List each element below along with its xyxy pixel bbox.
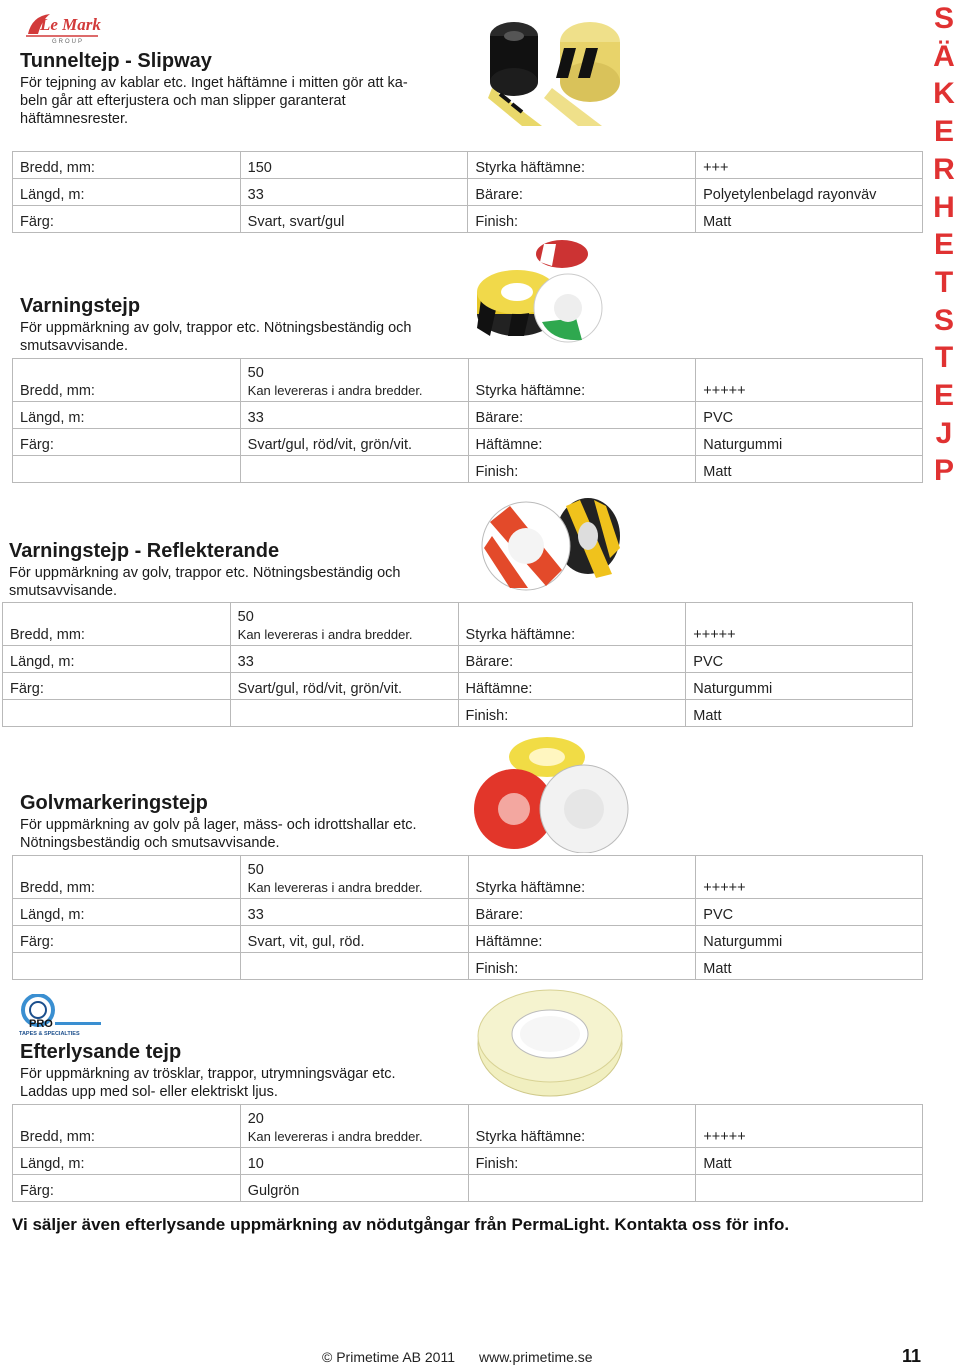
section-title: Tunneltejp - Slipway [20,50,212,72]
spec-value: Svart, svart/gul [240,206,468,233]
spec-value: PVC [686,646,913,673]
spec-value: 33 [240,899,468,926]
spec-label: Längd, m: [13,402,241,429]
spec-label: Färg: [13,1175,241,1202]
spec-value: 50 Kan levereras i andra bredder. [240,856,468,899]
spec-label [3,700,231,727]
spec-label: Bredd, mm: [13,359,241,402]
section-title: Varningstejp [20,295,141,317]
spec-value [230,700,458,727]
spec-label: Bärare: [468,402,696,429]
spec-label: Finish: [468,953,696,980]
spec-label: Finish: [468,1148,696,1175]
page-number: 11 [902,1346,922,1366]
section-title: Varningstejp - Reflekterande [9,540,280,562]
spec-label [468,1175,696,1202]
side-letter: R [933,152,955,186]
section-description: För uppmärkning av trösklar, trappor, utrymningsvägar etc. Laddas upp med sol- eller elektriskt ljus. [20,1066,396,1100]
spec-table [12,855,923,980]
tunnel-tape-image [482,8,632,133]
side-letter: E [933,115,954,149]
spec-value: Matt [696,1148,923,1175]
spec-table [12,151,923,233]
spec-label: Bärare: [458,646,686,673]
side-letter: T [934,341,954,375]
table-row [13,1105,923,1148]
side-letter: K [933,77,955,111]
spec-label: Finish: [458,700,686,727]
spec-label: Finish: [468,456,696,483]
spec-label: Färg: [3,673,231,700]
side-letter: H [933,190,955,224]
spec-label: Bredd, mm: [13,152,241,179]
spec-value: +++++ [696,856,923,899]
table-row [3,700,913,727]
svg-text:TAPES & SPECIALTIES: TAPES & SPECIALTIES [19,1031,80,1036]
svg-text:Le Mark: Le Mark [40,15,101,34]
footer-url[interactable]: www.primetime.se [479,1349,593,1365]
table-row [13,899,923,926]
table-row [13,179,923,206]
table-row [13,152,923,179]
spec-value: PVC [696,899,923,926]
spec-label: Häftämne: [468,429,696,456]
side-letter: P [933,454,954,488]
pro-logo [19,994,103,1041]
table-row [3,673,913,700]
table-row [13,856,923,899]
spec-value: Matt [686,700,913,727]
spec-value: Gulgrön [240,1175,468,1202]
spec-label: Styrka häftämne: [468,359,696,402]
side-letter: E [933,228,954,262]
table-row [13,206,923,233]
table-row [3,646,913,673]
spec-value: Naturgummi [696,429,923,456]
spec-value: 33 [240,179,468,206]
spec-value: 20 Kan levereras i andra bredder. [240,1105,468,1148]
side-letter: Ä [933,39,955,73]
spec-value: 50 Kan levereras i andra bredder. [240,359,468,402]
spec-value: +++++ [686,603,913,646]
spec-label: Bredd, mm: [13,1105,241,1148]
floor-marking-tape-image [472,735,632,858]
spec-value: +++++ [696,359,923,402]
table-row [13,1148,923,1175]
spec-label: Färg: [13,429,241,456]
table-row [13,456,923,483]
spec-label: Styrka häftämne: [468,1105,696,1148]
spec-value: Svart, vit, gul, röd. [240,926,468,953]
table-row [13,953,923,980]
spec-label [13,953,241,980]
spec-value: Matt [696,206,923,233]
side-letter: E [933,379,954,413]
spec-value: Matt [696,456,923,483]
spec-label: Finish: [468,206,696,233]
spec-value: +++ [696,152,923,179]
warning-tape-image [472,232,607,357]
spec-value: PVC [696,402,923,429]
spec-label: Längd, m: [3,646,231,673]
spec-label: Längd, m: [13,899,241,926]
spec-value: 150 [240,152,468,179]
spec-label: Bärare: [468,179,696,206]
table-row [3,603,913,646]
reflective-tape-image [476,492,626,605]
spec-label: Häftämne: [468,926,696,953]
info-note: Vi säljer även efterlysande uppmärkning av nödutgångar från PermaLight. Kontakta oss för info. [12,1215,790,1234]
glow-tape-image [476,986,626,1103]
spec-label: Längd, m: [13,179,241,206]
footer-copyright: © Primetime AB 2011 [322,1349,455,1365]
spec-label: Längd, m: [13,1148,241,1175]
svg-text:PRO: PRO [29,1018,53,1030]
spec-value: Svart/gul, röd/vit, grön/vit. [240,429,468,456]
spec-value [240,953,468,980]
section-title: Efterlysande tejp [20,1041,182,1063]
section-description: För uppmärkning av golv på lager, mäss- och idrottshallar etc. Nötningsbeständig och smutsavvisande. [20,817,417,851]
spec-value: Naturgummi [686,673,913,700]
spec-value: 50 Kan levereras i andra bredder. [230,603,458,646]
side-title [928,0,960,490]
spec-value: 10 [240,1148,468,1175]
spec-value: Naturgummi [696,926,923,953]
section-description: För uppmärkning av golv, trappor etc. Nötningsbeständig och smutsavvisande. [9,565,401,599]
spec-value [696,1175,923,1202]
table-row [13,1175,923,1202]
spec-value: Polyetylenbelagd rayonväv [696,179,923,206]
spec-label: Häftämne: [458,673,686,700]
spec-label: Styrka häftämne: [458,603,686,646]
spec-label: Färg: [13,206,241,233]
lemark-logo [22,10,102,42]
table-row [13,429,923,456]
spec-value: +++++ [696,1105,923,1148]
side-letter: J [935,416,953,450]
side-letter: S [933,303,954,337]
spec-label: Bärare: [468,899,696,926]
side-letter: S [933,2,954,35]
spec-value: Matt [696,953,923,980]
spec-table [2,602,913,727]
spec-label [13,456,241,483]
spec-value [240,456,468,483]
table-row [13,402,923,429]
spec-value: 33 [230,646,458,673]
section-title: Golvmarkeringstejp [20,792,208,814]
spec-table [12,358,923,483]
spec-value: Svart/gul, röd/vit, grön/vit. [230,673,458,700]
spec-label: Styrka häftämne: [468,152,696,179]
spec-label: Bredd, mm: [13,856,241,899]
side-letter: T [934,265,954,299]
spec-table [12,1104,923,1202]
spec-label: Färg: [13,926,241,953]
table-row [13,359,923,402]
spec-label: Bredd, mm: [3,603,231,646]
section-description: För tejpning av kablar etc. Inget häftämne i mitten gör att ka- beln går att efterjustera och man slipper garanterat häftämnesrester. [20,75,408,127]
section-description: För uppmärkning av golv, trappor etc. Nötningsbeständig och smutsavvisande. [20,320,412,354]
spec-value: 33 [240,402,468,429]
spec-label: Styrka häftämne: [468,856,696,899]
table-row [13,926,923,953]
svg-text:GROUP: GROUP [52,39,85,44]
